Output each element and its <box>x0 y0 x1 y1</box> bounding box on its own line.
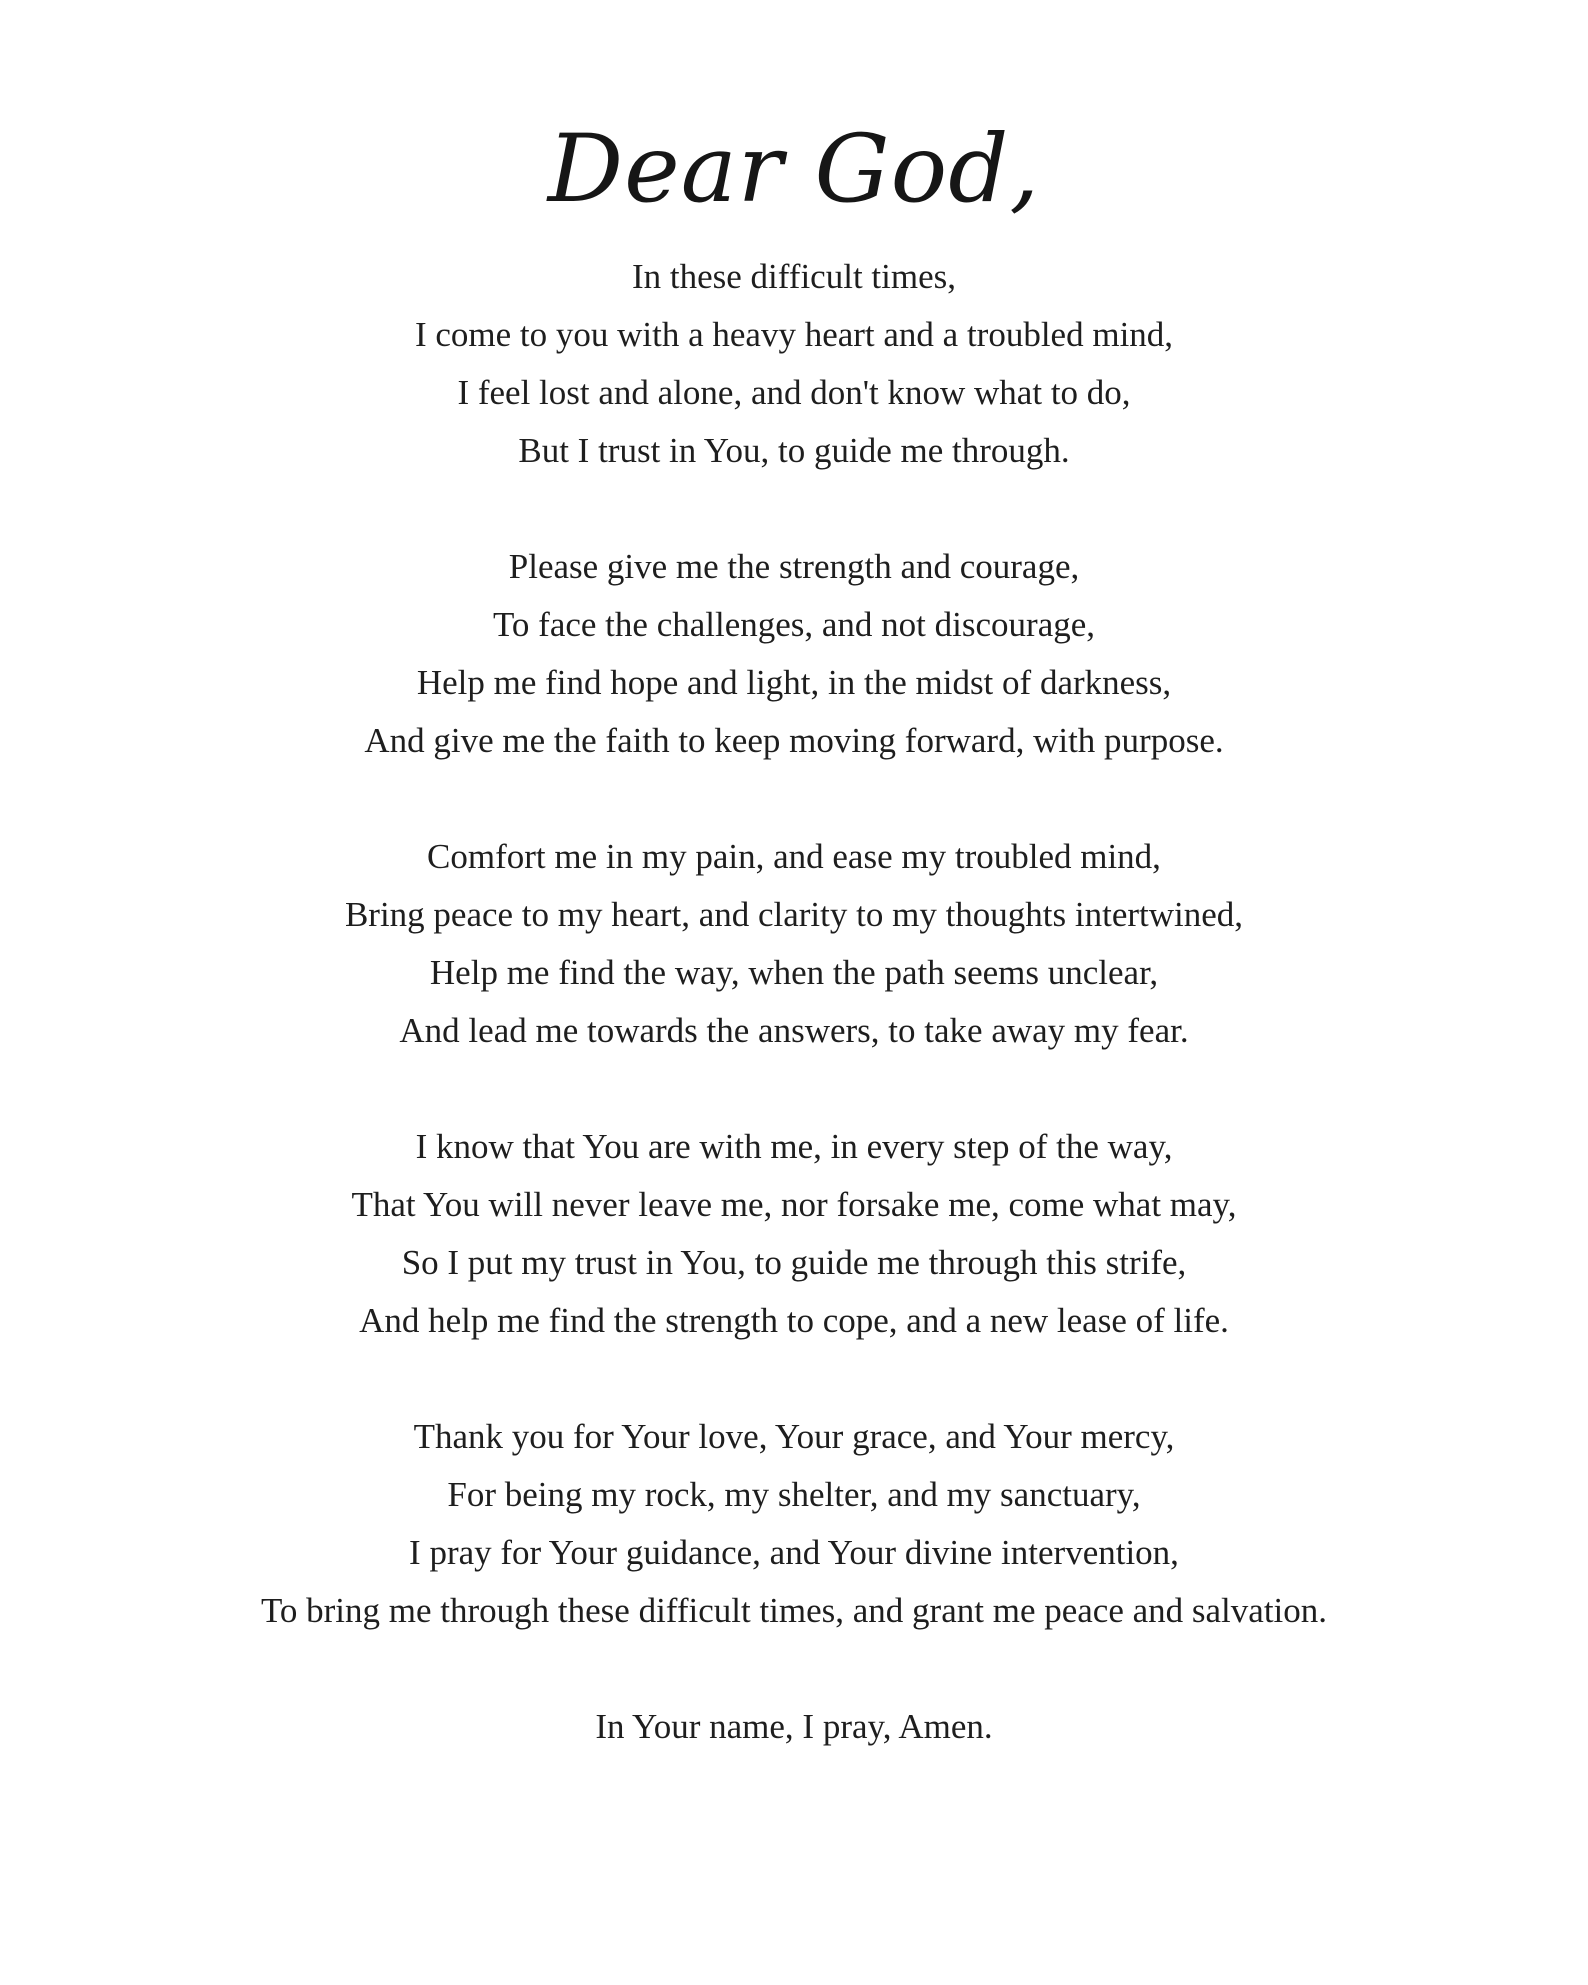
poem-title: Dear God, <box>547 115 1041 224</box>
poem-line: I know that You are with me, in every step of the way, <box>415 1127 1173 1166</box>
poem-line: I pray for Your guidance, and Your divine intervention, <box>409 1533 1179 1572</box>
poem-line: To face the challenges, and not discourage, <box>492 605 1096 644</box>
poem-line: And lead me towards the answers, to take away my fear. <box>399 1011 1189 1050</box>
poem-line: I come to you with a heavy heart and a troubled mind, <box>414 315 1174 354</box>
poem-line: To bring me through these difficult times, and grant me peace and salvation. <box>260 1591 1328 1630</box>
poem-line: So I put my trust in You, to guide me through this strife, <box>401 1243 1187 1282</box>
poem-line: For being my rock, my shelter, and my sanctuary, <box>447 1475 1141 1514</box>
stanza-2 <box>0 538 1588 770</box>
poem-line: In these difficult times, <box>631 257 956 296</box>
poem-line: Comfort me in my pain, and ease my troubled mind, <box>427 837 1161 876</box>
poem-line: And give me the faith to keep moving forward, with purpose. <box>364 721 1224 760</box>
poem-line: Thank you for Your love, Your grace, and Your mercy, <box>413 1417 1175 1456</box>
poem-line: And help me find the strength to cope, and a new lease of life. <box>359 1301 1229 1340</box>
poem-line: Help me find hope and light, in the midst of darkness, <box>416 663 1172 702</box>
poem-line: Help me find the way, when the path seems unclear, <box>429 953 1159 992</box>
poem-body <box>0 248 1588 1756</box>
stanza-4 <box>0 1118 1588 1350</box>
poem-line: Please give me the strength and courage, <box>508 547 1080 586</box>
stanza-3 <box>0 828 1588 1060</box>
poem-line: But I trust in You, to guide me through. <box>518 431 1070 470</box>
closing-line: In Your name, I pray, Amen. <box>595 1707 993 1746</box>
stanza-5 <box>0 1408 1588 1640</box>
poem-line: That You will never leave me, nor forsake me, come what may, <box>351 1185 1237 1224</box>
poem-line: Bring peace to my heart, and clarity to my thoughts intertwined, <box>344 895 1244 934</box>
poem-line: I feel lost and alone, and don't know what to do, <box>457 373 1131 412</box>
stanza-1 <box>0 248 1588 480</box>
